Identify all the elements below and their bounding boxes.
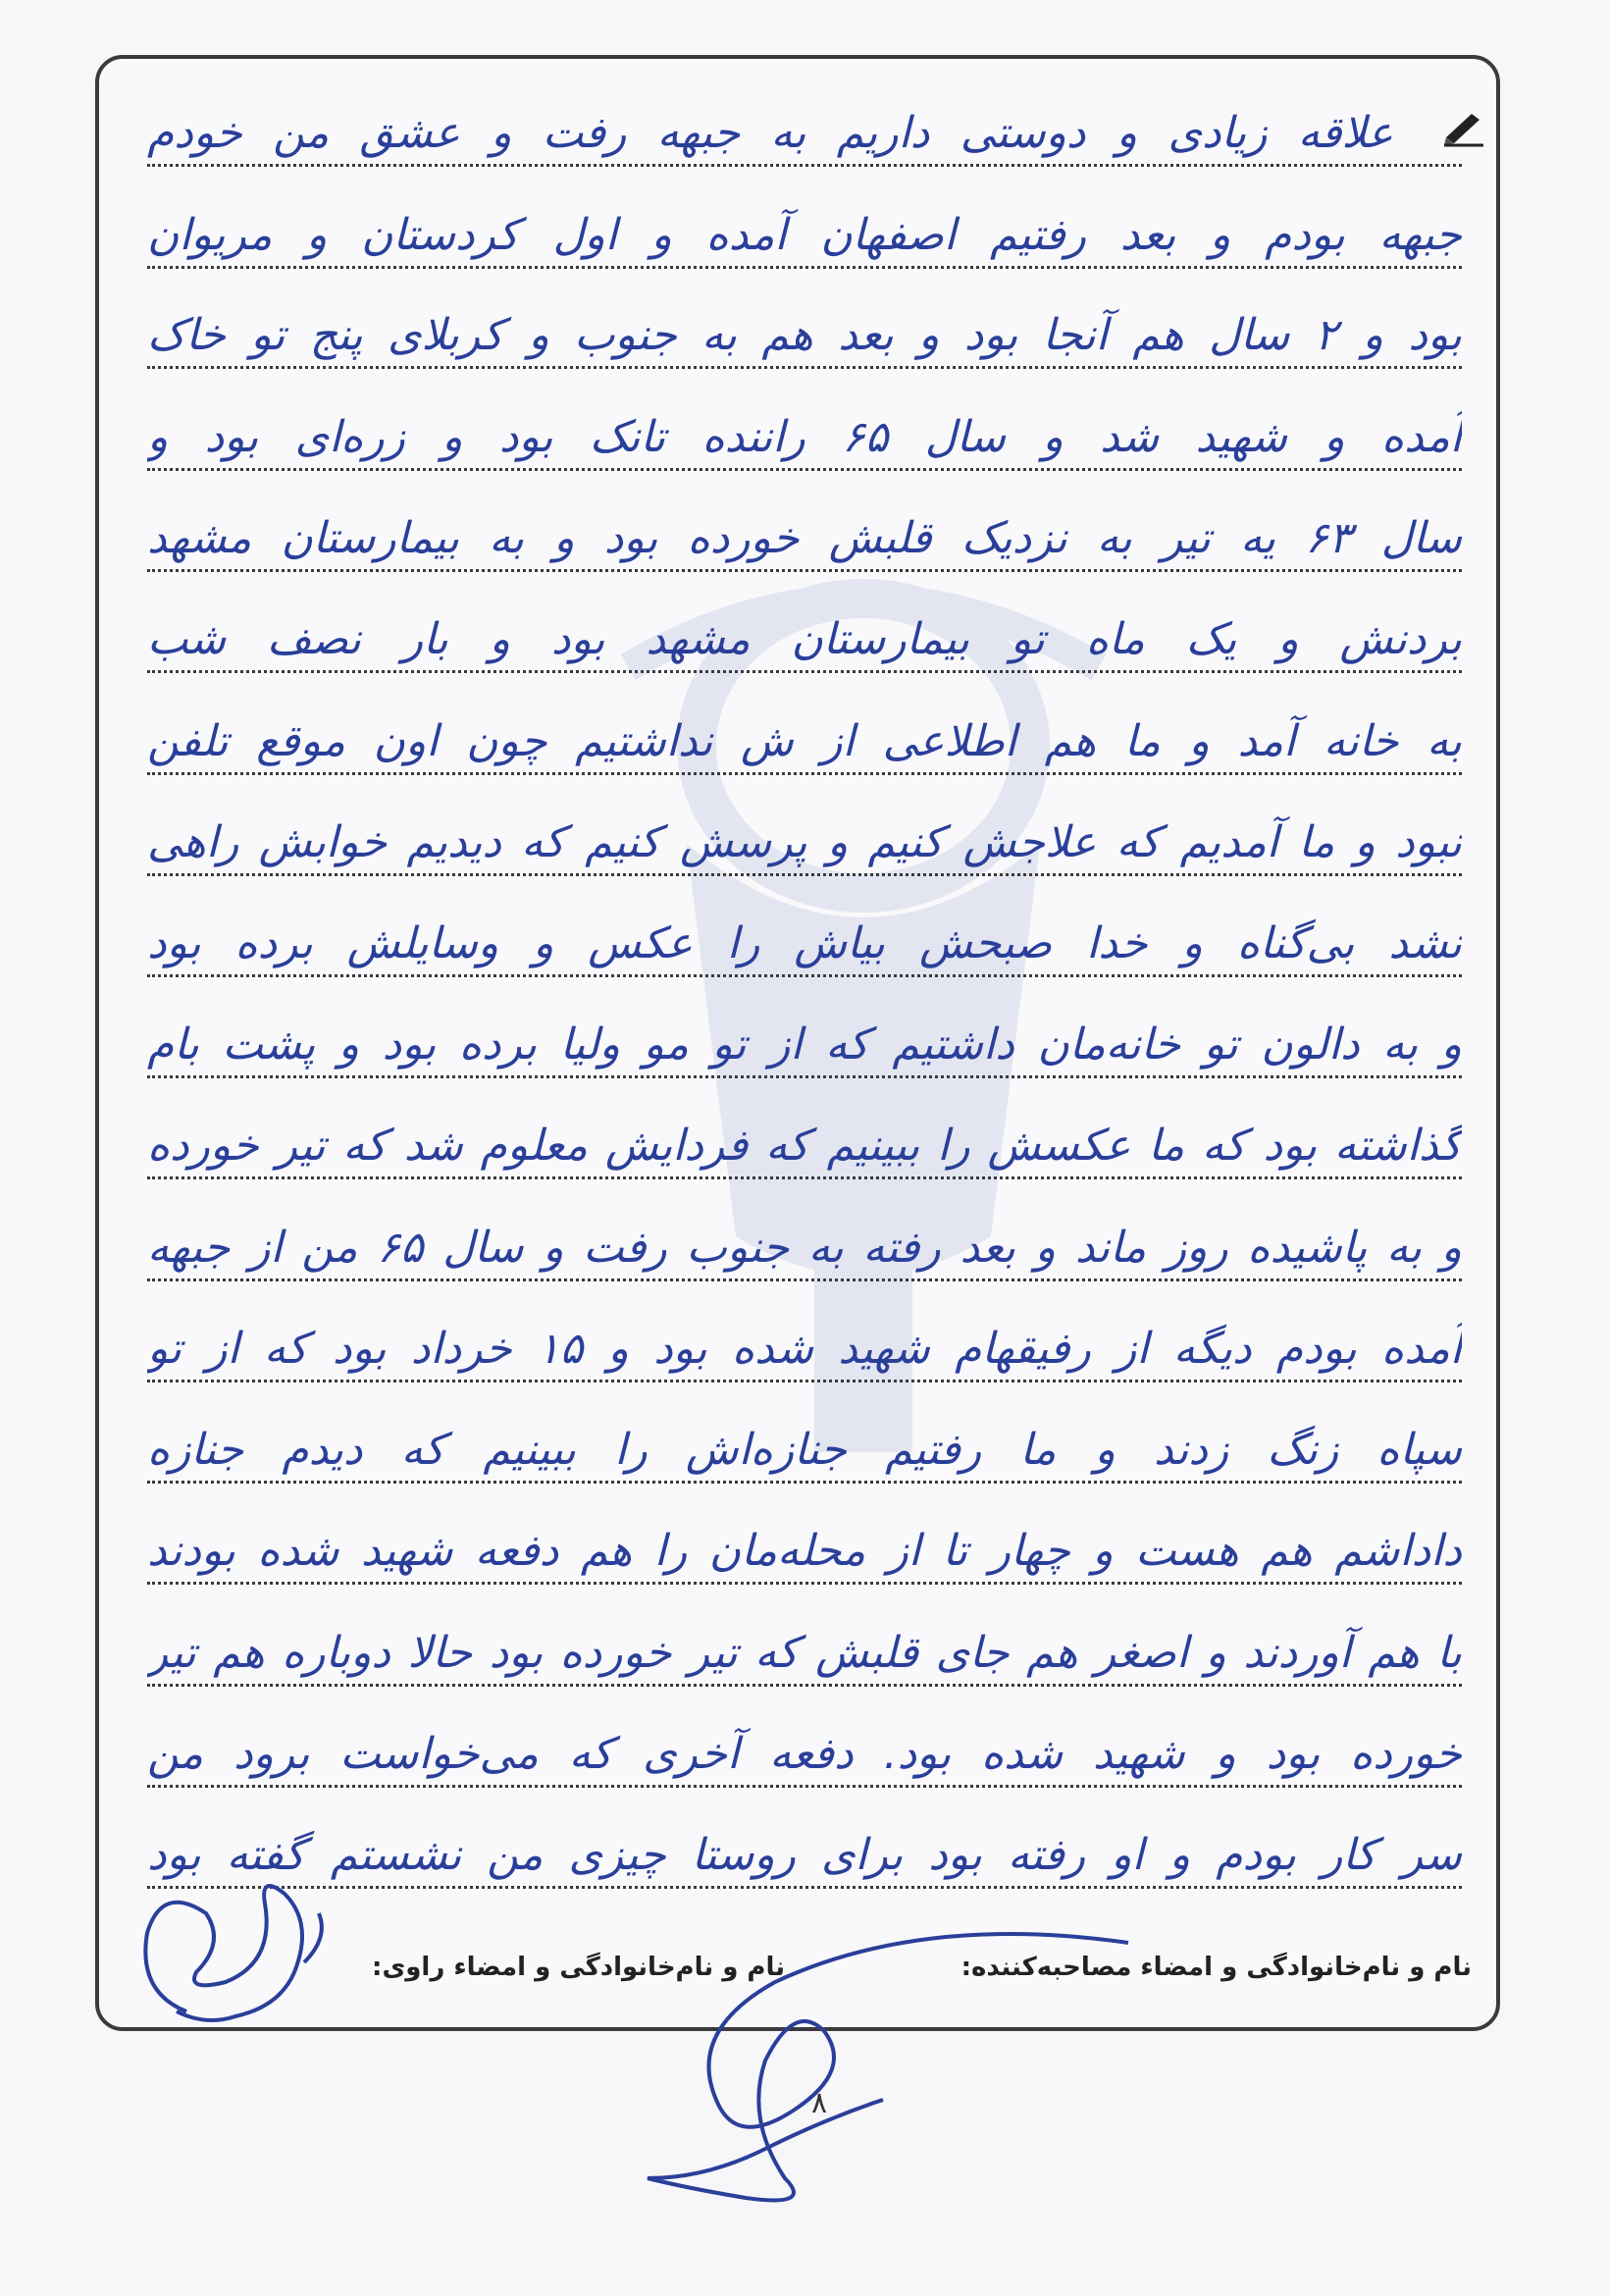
- handwritten-line-8: [147, 800, 1462, 890]
- handwritten-text: گذاشته بود که ما عکسش را ببینیم که فردایش معلوم شد که تیر خورده: [147, 1121, 1462, 1171]
- handwritten-text: سپاه زنگ زدند و ما رفتیم جنازه‌اش را ببینیم که دیدم جنازه: [147, 1425, 1462, 1475]
- interviewer-signature-label: نام و نام‌خانوادگی و امضاء مصاحبه‌کننده:: [960, 1953, 1472, 1982]
- handwritten-line-5: [147, 496, 1462, 586]
- handwritten-line-14: [147, 1407, 1462, 1497]
- handwritten-line-11: [147, 1103, 1462, 1193]
- dotted-rule: [147, 569, 1462, 572]
- handwritten-text: خورده بود و شهید شده بود. دفعه آخری که می‌خواست برود من: [147, 1729, 1462, 1779]
- dotted-rule: [147, 366, 1462, 369]
- narrator-signature: [118, 1845, 343, 2041]
- handwritten-text: داداشم هم هست و چهار تا از محله‌مان را هم دفعه شهید شده بودند: [147, 1526, 1462, 1576]
- handwritten-text: نشد بی‌گناه و خدا صبحش بیاش را عکس و وسایلش برده بود: [147, 918, 1462, 968]
- handwritten-text: به خانه آمد و ما هم اطلاعی از ش نداشتیم چون اون موقع تلفن: [147, 716, 1462, 766]
- handwritten-line-17: [147, 1711, 1462, 1801]
- handwritten-line-12: [147, 1205, 1462, 1295]
- handwritten-line-18: [147, 1812, 1462, 1903]
- handwritten-text: و به دالون تو خانه‌مان داشتیم که از تو مو ولیا برده بود و پشت بام: [147, 1019, 1462, 1070]
- dotted-rule: [147, 164, 1462, 167]
- dotted-rule: [147, 468, 1462, 471]
- handwritten-text: بردنش و یک ماه تو بیمارستان مشهد بود و بار نصف شب: [147, 614, 1462, 664]
- dotted-rule: [147, 1278, 1462, 1281]
- handwritten-line-16: [147, 1610, 1462, 1700]
- handwritten-line-1: [147, 90, 1462, 181]
- dotted-rule: [147, 1380, 1462, 1383]
- dotted-rule: [147, 266, 1462, 269]
- handwritten-text: علاقه زیادی و دوستی داریم به جبهه رفت و عشق من خودم: [147, 108, 1393, 158]
- dotted-rule: [147, 670, 1462, 673]
- handwritten-text: بود و ۲ سال هم آنجا بود و بعد هم به جنوب و کربلای پنج تو خاک: [147, 310, 1462, 360]
- handwritten-text: و به پاشیده روز ماند و بعد رفته به جنوب رفت و سال ۶۵ من از جبهه: [147, 1223, 1462, 1273]
- dotted-rule: [147, 1582, 1462, 1585]
- handwritten-line-9: [147, 901, 1462, 991]
- handwritten-line-10: [147, 1002, 1462, 1092]
- handwritten-line-3: [147, 292, 1462, 383]
- handwritten-text: با هم آوردند و اصغر هم جای قلبش که تیر خورده بود حالا دوباره هم تیر: [147, 1628, 1462, 1678]
- dotted-rule: [147, 1481, 1462, 1484]
- dotted-rule: [147, 1785, 1462, 1788]
- handwritten-text: آمده و شهید شد و سال ۶۵ راننده تانک بود و زره‌ای بود و: [147, 412, 1462, 462]
- narrator-signature-label: نام و نام‌خانوادگی و امضاء راوی:: [372, 1953, 785, 1982]
- handwritten-text: سال ۶۳ یه تیر به نزدیک قلبش خورده بود و به بیمارستان مشهد: [147, 513, 1462, 563]
- handwritten-line-13: [147, 1306, 1462, 1396]
- handwritten-text: سر کار بودم و او رفته بود برای روستا چیزی من نشستم گفته بود: [147, 1830, 1462, 1880]
- dotted-rule: [147, 873, 1462, 876]
- page-number: ۸: [810, 2086, 828, 2120]
- dotted-rule: [147, 974, 1462, 977]
- handwritten-text: نبود و ما آمدیم که علاجش کنیم و پرسش کنیم که دیدیم خوابش راهی: [147, 817, 1462, 867]
- handwritten-line-2: [147, 192, 1462, 283]
- dotted-rule: [147, 1176, 1462, 1179]
- handwritten-text: آمده بودم دیگه از رفیقهام شهید شده بود و ۱۵ خرداد بود که از تو: [147, 1324, 1462, 1374]
- dotted-rule: [147, 1684, 1462, 1687]
- dotted-rule: [147, 772, 1462, 775]
- interviewer-signature: [628, 1923, 1177, 2218]
- handwritten-line-4: [147, 394, 1462, 485]
- handwritten-line-15: [147, 1508, 1462, 1598]
- handwritten-text: جبهه بودم و بعد رفتیم اصفهان آمده و اول کردستان و مریوان: [147, 210, 1462, 260]
- handwritten-line-6: [147, 597, 1462, 687]
- dotted-rule: [147, 1075, 1462, 1078]
- dotted-rule: [147, 1886, 1462, 1889]
- handwritten-line-7: [147, 699, 1462, 789]
